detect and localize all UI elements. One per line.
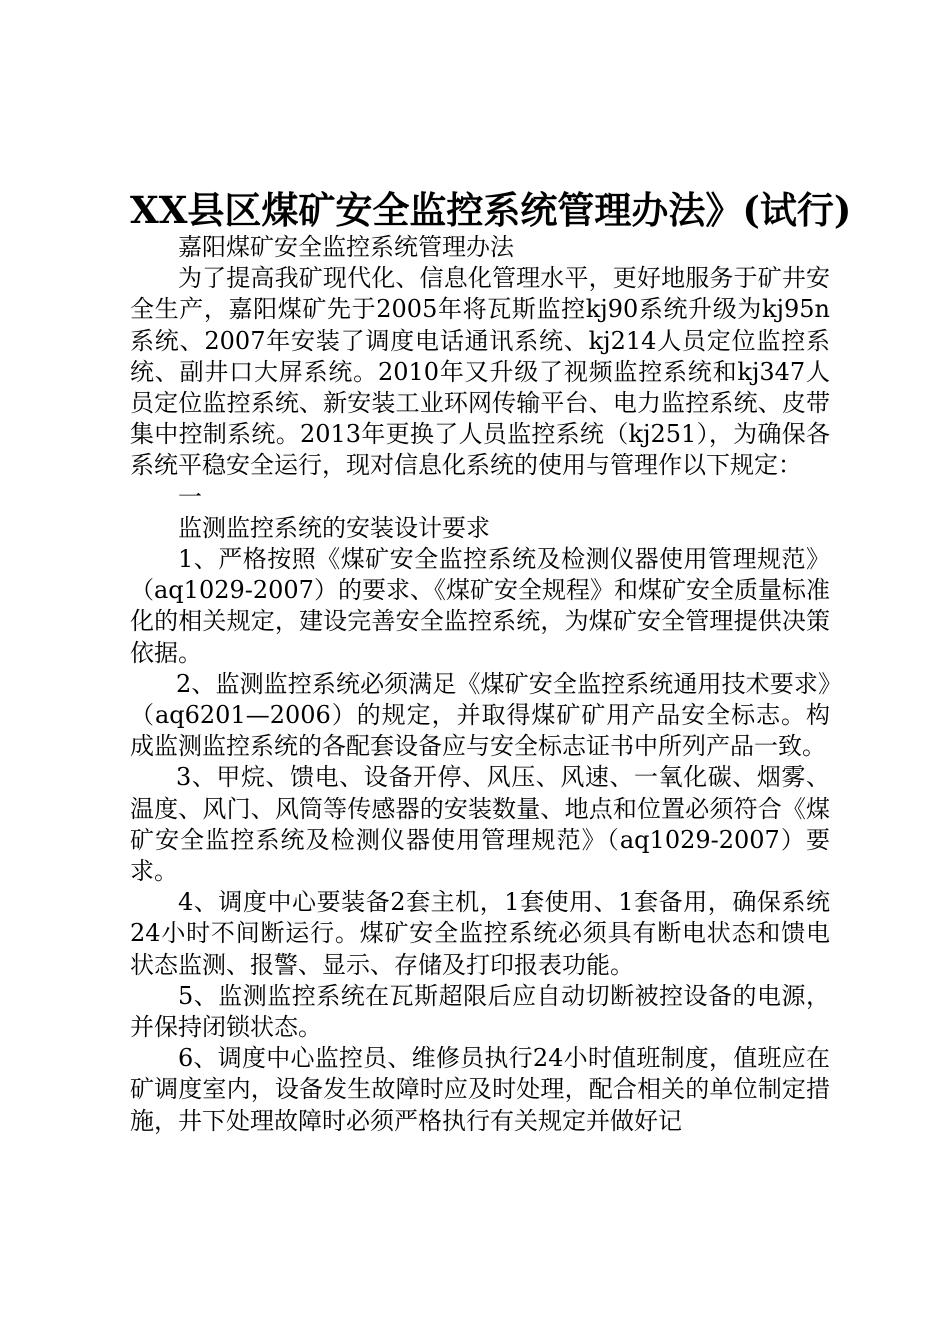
section-number: 一 (178, 482, 202, 511)
clause-paragraph: 4、调度中心要装备2套主机，1套使用、1套备用，确保系统24小时不间断运行。煤矿安全监控系统必须具有断电状态和馈电状态监测、报警、显示、存储及打印报表功能。 (130, 888, 830, 979)
section-heading: 监测监控系统的安装设计要求 (178, 513, 490, 542)
clause-paragraph: 5、监测监控系统在瓦斯超限后应自动切断被控设备的电源，并保持闭锁状态。 (130, 981, 830, 1042)
document-title: XX县区煤矿安全监控系统管理办法》(试行) (130, 188, 852, 232)
intro-paragraph: 为了提高我矿现代化、信息化管理水平，更好地服务于矿井安全生产，嘉阳煤矿先于2005年将瓦斯监控kj90系统升级为kj95n系统、2007年安装了调度电话通讯系统、kj214人员定位监控系统、副井口大屏系统。2010年又升级了视频监控系统和kj347人员定位监控系统、新安装工业环网传输平台、电力监控系统、皮带集中控制系统。2013年更换了人员监控系统（kj251），为确保各系统平稳安全运行，现对信息化系统的使用与管理作以下规定： (130, 264, 830, 480)
clause-paragraph: 3、甲烷、馈电、设备开停、风压、风速、一氧化碳、烟雾、温度、风门、风筒等传感器的安装数量、地点和位置必须符合《煤矿安全监控系统及检测仪器使用管理规范》（aq1029-2007）要求。 (130, 763, 830, 886)
document-body (130, 232, 830, 1137)
subtitle-paragraph: 嘉阳煤矿安全监控系统管理办法 (178, 233, 514, 261)
clause-paragraph: 2、监测监控系统必须满足《煤矿安全监控系统通用技术要求》（aq6201—2006）的规定，并取得煤矿矿用产品安全标志。构成监测监控系统的各配套设备应与安全标志证书中所列产品一致。 (130, 669, 830, 761)
clause-paragraph: 6、调度中心监控员、维修员执行24小时值班制度，值班应在矿调度室内，设备发生故障时应及时处理，配合相关的单位制定措施，井下处理故障时必须严格执行有关规定并做好记 (130, 1044, 830, 1135)
clause-paragraph: 1、严格按照《煤矿安全监控系统及检测仪器使用管理规范》（aq1029-2007）的要求、《煤矿安全规程》和煤矿安全质量标准化的相关规定，建设完善安全监控系统，为煤矿安全管理提供决策依据。 (130, 545, 830, 667)
